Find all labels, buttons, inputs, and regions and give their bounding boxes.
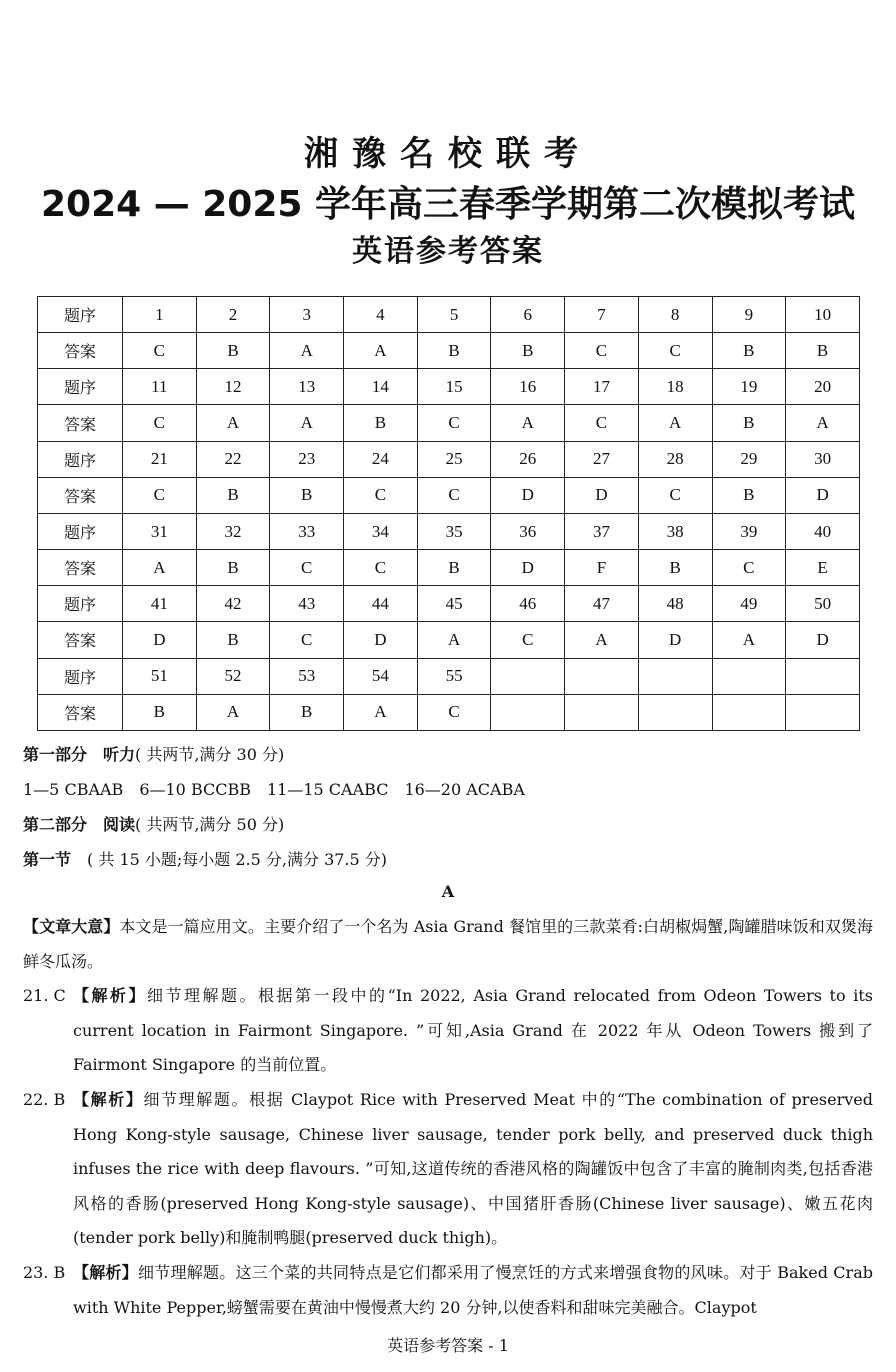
analysis-text: 细节理解题。根据 Claypot Rice with Preserved Meat 中的“The combination of preserved Hong Kong-style sausage, Chinese liver sausage, tender pork belly, and preserved duck thigh infuses the rice with deep flavours. ”可知,这道传统的香港风格的陶罐饭中包含了丰富的腌制肉类,包括香港风格的香肠(preserved Hong Kong-style sausage)、中国猪肝香肠(Chinese liver sausage)、嫩五花肉(tender pork belly)和腌制鸭腿(preserved duck thigh)。 [73,1090,873,1247]
question-number-cell: 2 [196,297,270,333]
question-number-cell: 30 [786,441,860,477]
question-number-cell: 5 [417,297,491,333]
question-number-cell: 53 [270,658,344,694]
answer-row [38,333,860,369]
question-number-cell: 27 [565,441,639,477]
question-number-cell: 39 [712,513,786,549]
answer-cell: B [196,622,270,658]
question-number-cell: 50 [786,586,860,622]
answer-cell: D [638,622,712,658]
question-number-cell: 29 [712,441,786,477]
question-number-cell: 41 [123,586,197,622]
answer-cell: C [344,550,418,586]
question-number-cell: 47 [565,586,639,622]
question-number-cell: 51 [123,658,197,694]
question-number-cell: 7 [565,297,639,333]
answer-cell: D [491,550,565,586]
answer-cell [786,694,860,730]
question-number-cell: 49 [712,586,786,622]
question-number-cell: 23 [270,441,344,477]
part1-title: 第一部分 听力 [23,745,136,764]
answer-number: 22. B [23,1090,66,1109]
part1-heading [23,742,284,765]
question-number-cell: 11 [123,369,197,405]
passage-letter: A [441,882,455,901]
question-row [38,441,860,477]
answer-cell: A [270,333,344,369]
explanation-body [73,1256,873,1325]
question-number-cell [712,658,786,694]
question-number-cell: 55 [417,658,491,694]
question-row [38,513,860,549]
question-number-cell: 46 [491,586,565,622]
answer-cell: A [344,333,418,369]
answer-cell: B [417,550,491,586]
analysis-text: 细节理解题。根据第一段中的“In 2022, Asia Grand relocated from Odeon Towers to its current location in Fairmont Singapore. ”可知,Asia Grand 在 2022 年从 Odeon Towers 搬到了 Fairmont Singapore 的当前位置。 [73,986,873,1074]
answer-cell: B [270,694,344,730]
answer-cell: C [565,405,639,441]
answer-cell: D [344,622,418,658]
listening-answers: 1—5 CBAAB 6—10 BCCBB 11—15 CAABC 16—20 ACABA [23,780,525,799]
question-number-cell: 37 [565,513,639,549]
passage-summary [23,910,873,979]
part1-note: ( 共两节,满分 30 分) [135,745,285,764]
answer-cell: B [270,477,344,513]
answer-cell: C [638,333,712,369]
question-number-cell: 21 [123,441,197,477]
question-row [38,658,860,694]
question-number-cell: 31 [123,513,197,549]
answer-cell: B [491,333,565,369]
question-number-cell [491,658,565,694]
answer-cell: B [712,477,786,513]
question-number-cell: 35 [417,513,491,549]
answer-number: 21. C [23,986,66,1005]
answer-cell: D [491,477,565,513]
question-number-cell: 25 [417,441,491,477]
question-number-cell: 44 [344,586,418,622]
answer-cell: C [638,477,712,513]
question-number-cell: 9 [712,297,786,333]
answer-cell: D [565,477,639,513]
answer-cell: C [417,694,491,730]
answer-cell: A [638,405,712,441]
question-row [38,586,860,622]
answer-cell: D [786,477,860,513]
answer-number: 23. B [23,1263,66,1282]
question-number-cell: 26 [491,441,565,477]
question-number-cell [565,658,639,694]
question-number-cell: 17 [565,369,639,405]
question-row [38,297,860,333]
question-number-cell: 13 [270,369,344,405]
section1-title: 第一节 [23,850,72,869]
exam-title-line3: 英语参考答案 [352,234,544,269]
question-number-label: 题序 [38,586,123,622]
answer-cell: B [196,333,270,369]
answer-row [38,405,860,441]
page-footer: 英语参考答案 - 1 [387,1336,509,1355]
question-number-cell: 43 [270,586,344,622]
answer-cell: F [565,550,639,586]
question-number-cell: 20 [786,369,860,405]
explanation-body [73,979,873,1083]
question-number-cell: 4 [344,297,418,333]
question-number-cell: 19 [712,369,786,405]
part2-heading [23,812,284,835]
question-row [38,369,860,405]
answer-cell: C [491,622,565,658]
question-number-cell: 8 [638,297,712,333]
answer-cell: C [123,477,197,513]
answer-cell: B [344,405,418,441]
question-number-label: 题序 [38,658,123,694]
analysis-label: 【解析】 [73,1090,144,1109]
answer-label: 答案 [38,550,123,586]
question-number-cell: 18 [638,369,712,405]
question-number-cell: 15 [417,369,491,405]
answer-cell: A [565,622,639,658]
answer-cell: B [417,333,491,369]
question-number-cell: 52 [196,658,270,694]
answer-cell: A [344,694,418,730]
summary-text: 本文是一篇应用文。主要介绍了一个名为 Asia Grand 餐馆里的三款菜肴:白胡椒焗蟹,陶罐腊味饭和双煲海鲜冬瓜汤。 [23,917,873,971]
answer-row [38,477,860,513]
analysis-text: 细节理解题。这三个菜的共同特点是它们都采用了慢烹饪的方式来增强食物的风味。对于 Baked Crab with White Pepper,螃蟹需要在黄油中慢慢煮大约 20 分钟,以使香料和甜味完美融合。Claypot [73,1263,873,1317]
question-number-label: 题序 [38,441,123,477]
answer-cell: D [786,622,860,658]
question-number-cell: 16 [491,369,565,405]
answer-cell: E [786,550,860,586]
question-number-cell: 45 [417,586,491,622]
answer-cell: A [196,405,270,441]
answer-cell [638,694,712,730]
answer-row [38,694,860,730]
exam-title-line2: 2024 — 2025 学年高三春季学期第二次模拟考试 [41,184,855,225]
answer-cell: D [123,622,197,658]
question-number-cell: 14 [344,369,418,405]
answer-cell: B [123,694,197,730]
question-number-cell [786,658,860,694]
answer-label: 答案 [38,405,123,441]
question-number-cell: 33 [270,513,344,549]
section1-heading [23,847,387,870]
answer-cell: A [417,622,491,658]
answer-cell: C [123,405,197,441]
analysis-label: 【解析】 [73,1263,139,1282]
answer-cell [712,694,786,730]
question-number-cell [638,658,712,694]
answer-row [38,550,860,586]
answer-cell [491,694,565,730]
answer-cell [565,694,639,730]
answer-cell: B [712,405,786,441]
answer-cell: C [123,333,197,369]
question-number-label: 题序 [38,513,123,549]
answer-cell: A [270,405,344,441]
question-number-cell: 3 [270,297,344,333]
explanation-21 [23,979,873,1074]
question-number-cell: 36 [491,513,565,549]
answer-cell: C [270,622,344,658]
answer-cell: B [638,550,712,586]
answer-cell: B [786,333,860,369]
answer-cell: C [417,477,491,513]
question-number-cell: 48 [638,586,712,622]
question-number-cell: 28 [638,441,712,477]
summary-label: 【文章大意】 [23,917,120,936]
question-number-cell: 24 [344,441,418,477]
answer-label: 答案 [38,477,123,513]
answer-label: 答案 [38,333,123,369]
answer-label: 答案 [38,622,123,658]
question-number-cell: 34 [344,513,418,549]
question-number-label: 题序 [38,369,123,405]
answer-cell: B [712,333,786,369]
answer-cell: A [712,622,786,658]
answer-cell: C [712,550,786,586]
part2-title: 第二部分 阅读 [23,815,136,834]
question-number-cell: 10 [786,297,860,333]
exam-title-line1: 湘豫名校联考 [304,134,592,174]
question-number-cell: 12 [196,369,270,405]
question-number-cell: 38 [638,513,712,549]
answer-cell: B [196,550,270,586]
question-number-cell: 1 [123,297,197,333]
explanation-body [73,1083,873,1256]
answer-cell: A [786,405,860,441]
answer-label: 答案 [38,694,123,730]
answer-cell: C [565,333,639,369]
answer-cell: A [491,405,565,441]
answer-row [38,622,860,658]
answer-cell: B [196,477,270,513]
part2-note: ( 共两节,满分 50 分) [135,815,285,834]
question-number-cell: 42 [196,586,270,622]
explanation-23 [23,1256,873,1326]
question-number-cell: 6 [491,297,565,333]
explanation-22 [23,1083,873,1253]
answer-cell: A [123,550,197,586]
section1-note: ( 共 15 小题;每小题 2.5 分,满分 37.5 分) [87,850,388,869]
question-number-cell: 54 [344,658,418,694]
question-number-cell: 22 [196,441,270,477]
answer-table [37,296,860,731]
answer-cell: A [196,694,270,730]
answer-cell: C [270,550,344,586]
question-number-cell: 40 [786,513,860,549]
question-number-label: 题序 [38,297,123,333]
question-number-cell: 32 [196,513,270,549]
answer-cell: C [417,405,491,441]
answer-cell: C [344,477,418,513]
analysis-label: 【解析】 [73,986,148,1005]
